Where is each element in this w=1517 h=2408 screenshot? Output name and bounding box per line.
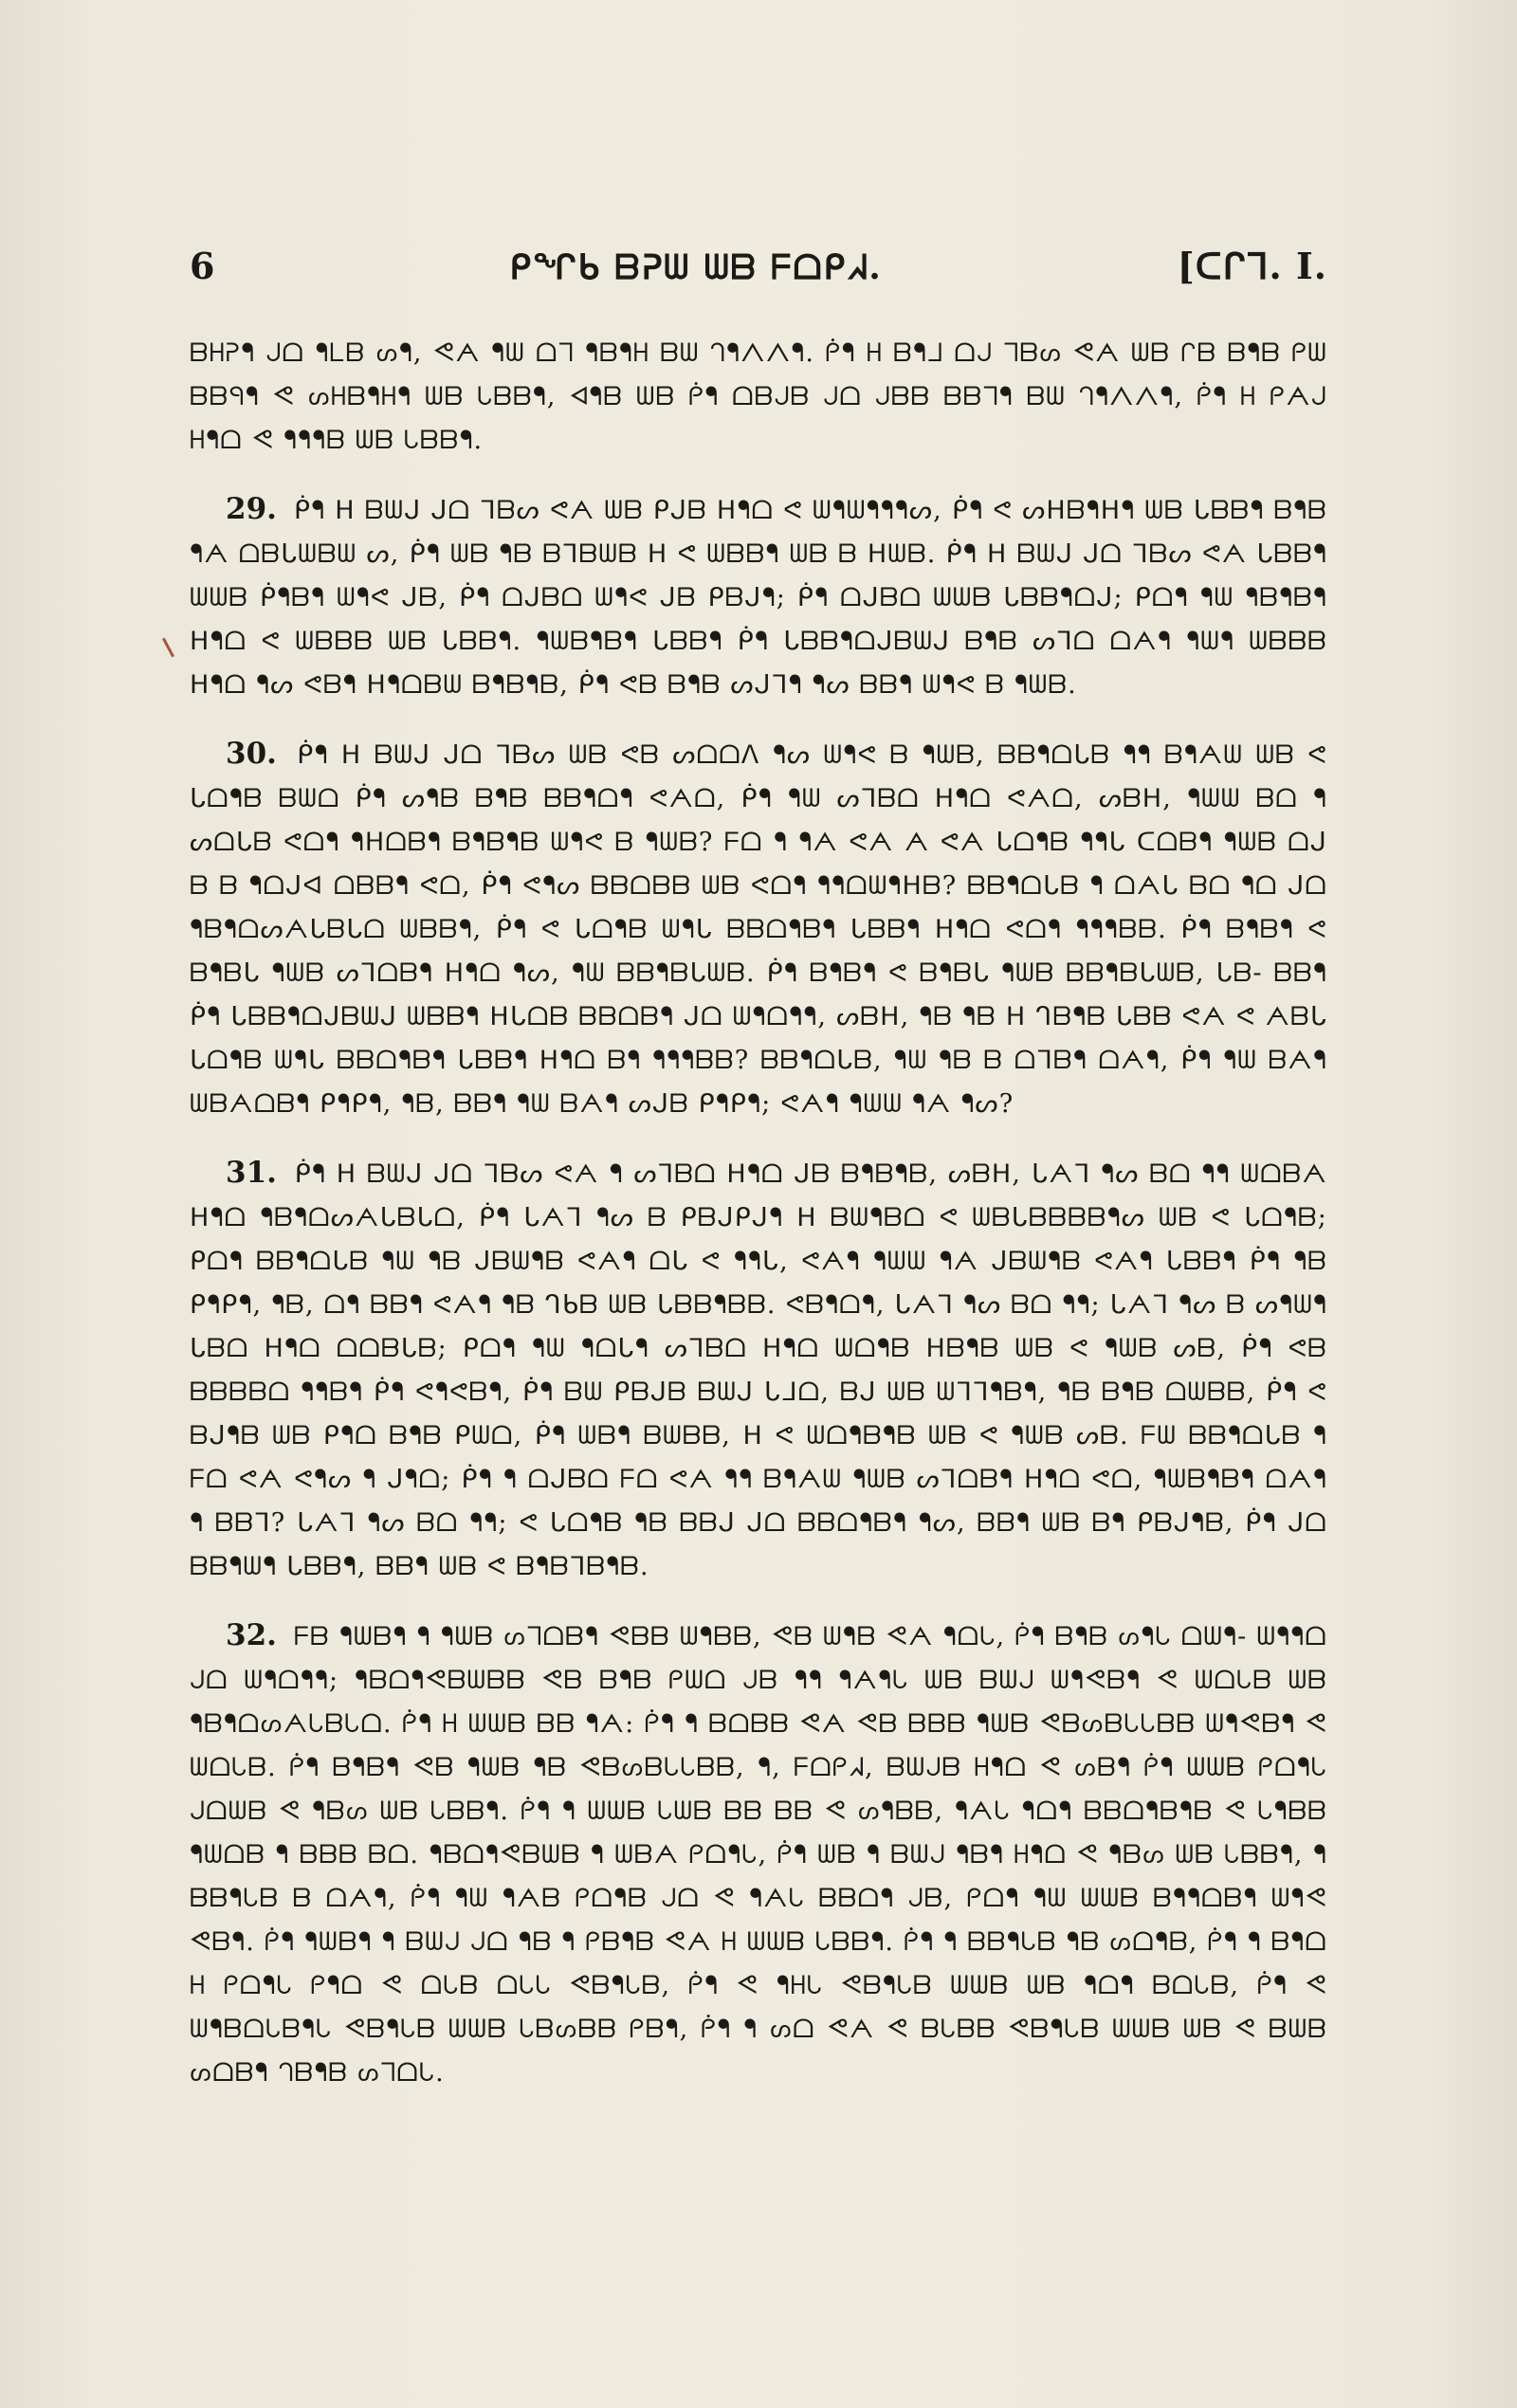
paragraph-text: ᑮᖳ ᕼ ᗷᗯᒍ ᒍᗝ ᒣᗷᔕ ᕙᗅ ᗯᗷ ᑭᒍᗷ ᕼᖳᗝ ᕙ ᗯᖳᗯᖳᖳᖳᔕ, ᑮᖳ ᕙ ᔕᕼᗷᖳᕼᖳ ᗯᗷ ᒐᗷᗷᖳ ᗷᖳᗷ ᖳᗅ ᗝᗷᒐᗯᗷᗯ ᔕ, ᑮᖳ ᗯᗷ ᖳᗷ ᗷᒣᗷᗯᗷ ᕼ ᕙ ᗯᗷᗷᖳ ᗯᗷ ᗷ ᕼᗯᗷ. ᑮᖳ ᕼ ᗷᗯᒍ ᒍᗝ ᒣᗷᔕ ᕙᗅ ᒐᗷᗷᖳ ᗯᗯᗷ ᑮᖳᗷᖳ ᗯᖳᕙ ᒍᗷ, ᑮᖳ ᗝᒍᗷᗝ ᗯᖳᕙ ᒍᗷ ᑭᗷᒍᖳ; ᑮᖳ ᗝᒍᗷᗝ ᗯᗯᗷ ᒐᗷᗷᖳᗝᒍ; ᑭᗝᖳ ᖳᗯ ᖳᗷᖳᗷᖳ ᕼᖳᗝ ᕙ ᗯᗷᗷᗷ ᗯᗷ ᒐᗷᗷᖳ. ᖳᗯᗷᖳᗷᖳ ᒐᗷᗷᖳ ᑮᖳ ᒐᗷᗷᖳᗝᒍᗷᗯᒍ ᗷᖳᗷ ᔕᒣᗝ ᗝᗅᖳ ᖳᗯᖳ ᗯᗷᗷᗷ ᕼᖳᗝ ᖳᔕ ᕙᗷᖳ ᕼᖳᗝᗷᗯ ᗷᖳᗷᖳᗷ, ᑮᖳ ᕙᗷ ᗷᖳᗷ ᔕᒍᒣᖳ ᖳᔕ ᗷᗷᖳ ᗯᖳᕙ ᗷ ᖳᗯᗷ. bbox=[190, 496, 1327, 700]
verse-number: 32. bbox=[226, 1618, 277, 1652]
verse-paragraph bbox=[190, 1151, 1327, 1589]
page-number: 6 bbox=[190, 245, 215, 287]
verse-paragraph bbox=[190, 732, 1327, 1126]
paragraph-continued bbox=[190, 332, 1327, 463]
chapter-reference: [ᑕᒋᒣ. I. bbox=[1177, 245, 1327, 287]
paragraph-text: ᖴᗷ ᖳᗯᗷᖳ ᖳ ᖳᗯᗷ ᔕᒣᗝᗷᖳ ᕙᗷᗷ ᗯᖳᗷᗷ, ᕙᗷ ᗯᖳᗷ ᕙᗅ ᖳᗝᒐ, ᑮᖳ ᗷᖳᗷ ᔕᖳᒐ ᗝᗯᖳ- ᗯᖳᖳᗝ ᒍᗝ ᗯᖳᗝᖳᖳ; ᖳᗷᗝᖳᕙᗷᗯᗷᗷ ᕙᗷ ᗷᖳᗷ ᑭᗯᗝ ᒍᗷ ᖳᖳ ᖳᗅᖳᒐ ᗯᗷ ᗷᗯᒍ ᗯᖳᕙᗷᖳ ᕙ ᗯᗝᒐᗷ ᗯᗷ ᖳᗷᖳᗝᔕᗅᒐᗷᒐᗝ. ᑮᖳ ᕼ ᗯᗯᗷ ᗷᗷ ᖳᗅ: ᑮᖳ ᖳ ᗷᗝᗷᗷ ᕙᗅ ᕙᗷ ᗷᗷᗷ ᖳᗯᗷ ᕙᗷᔕᗷᒐᒐᗷᗷ ᗯᖳᕙᗷᖳ ᕙ ᗯᗝᒐᗷ. ᑮᖳ ᗷᖳᗷᖳ ᕙᗷ ᖳᗯᗷ ᖳᗷ ᕙᗷᔕᗷᒐᒐᗷᗷ, ᖳ, ᖴᗝᑭᖽ, ᗷᗯᒍᗷ ᕼᖳᗝ ᕙ ᔕᗷᖳ ᑮᖳ ᗯᗯᗷ ᑭᗝᖳᒐ ᒍᗝᗯᗷ ᕙ ᖳᗷᔕ ᗯᗷ ᒐᗷᗷᖳ. ᑮᖳ ᖳ ᗯᗯᗷ ᒐᗯᗷ ᗷᗷ ᗷᗷ ᕙ ᔕᖳᗷᗷ, ᖳᗅᒐ ᖳᗝᖳ ᗷᗷᗝᖳᗷᖳᗷ ᕙ ᒐᖳᗷᗷ ᖳᗯᗝᗷ ᖳ ᗷᗷᗷ ᗷᗝ. ᖳᗷᗝᖳᕙᗷᗯᗷ ᖳ ᗯᗷᗅ ᑭᗝᖳᒐ, ᑮᖳ ᗯᗷ ᖳ ᗷᗯᒍ ᖳᗷᖳ ᕼᖳᗝ ᕙ ᖳᗷᔕ ᗯᗷ ᒐᗷᗷᖳ, ᖳ ᗷᗷᖳᒐᗷ ᗷ ᗝᗅᖳ, ᑮᖳ ᖳᗯ ᖳᗅᗷ ᑭᗝᖳᗷ ᒍᗝ ᕙ ᖳᗅᒐ ᗷᗷᗝᖳ ᒍᗷ, ᑭᗝᖳ ᖳᗯ ᗯᗯᗷ ᗷᖳᖳᗝᗷᖳ ᗯᖳᕙ ᕙᗷᖳ. ᑮᖳ ᖳᗯᗷᖳ ᖳ ᗷᗯᒍ ᒍᗝ ᖳᗷ ᖳ ᑭᗷᖳᗷ ᕙᗅ ᕼ ᗯᗯᗷ ᒐᗷᗷᖳ. ᑮᖳ ᖳ ᗷᗷᖳᒐᗷ ᖳᗷ ᔕᗝᖳᗷ, ᑮᖳ ᖳ ᗷᖳᗝ ᕼ ᑭᗝᖳᒐ ᑭᖳᗝ ᕙ ᗝᒐᗷ ᗝᒐᒐ ᕙᗷᖳᒐᗷ, ᑮᖳ ᕙ ᖳᕼᒐ ᕙᗷᖳᒐᗷ ᗯᗯᗷ ᗯᗷ ᖳᗝᖳ ᗷᗝᒐᗷ, ᑮᖳ ᕙ ᗯᖳᗷᗝᒐᗷᖳᒐ ᕙᗷᖳᒐᗷ ᗯᗯᗷ ᒐᗷᔕᗷᗷ ᑭᗷᖳ, ᑮᖳ ᖳ ᔕᗝ ᕙᗅ ᕙ ᗷᒐᗷᗷ ᕙᗷᖳᒐᗷ ᗯᗯᗷ ᗯᗷ ᕙ ᗷᗯᗷ ᔕᗝᗷᖳ ᒉᗷᖳᗷ ᔕᒣᗝᒐ. bbox=[190, 1622, 1327, 2088]
paragraph-text: ᑮᖳ ᕼ ᗷᗯᒍ ᒍᗝ ᒣᗷᔕ ᕙᗅ ᖳ ᔕᒣᗷᗝ ᕼᖳᗝ ᒍᗷ ᗷᖳᗷᖳᗷ, ᔕᗷᕼ, ᒐᗅᒣ ᖳᔕ ᗷᗝ ᖳᖳ ᗯᗝᗷᗅ ᕼᖳᗝ ᖳᗷᖳᗝᔕᗅᒐᗷᒐᗝ, ᑮᖳ ᒐᗅᒣ ᖳᔕ ᗷ ᑭᗷᒍᑭᒍᖳ ᕼ ᗷᗯᖳᗷᗝ ᕙ ᗯᗷᒐᗷᗷᗷᗷᖳᔕ ᗯᗷ ᕙ ᒐᗝᖳᗷ; ᑭᗝᖳ ᗷᗷᖳᗝᒐᗷ ᖳᗯ ᖳᗷ ᒍᗷᗯᖳᗷ ᕙᗅᖳ ᗝᒐ ᕙ ᖳᖳᒐ, ᕙᗅᖳ ᖳᗯᗯ ᖳᗅ ᒍᗷᗯᖳᗷ ᕙᗅᖳ ᒐᗷᗷᖳ ᑮᖳ ᖳᗷ ᑭᖳᑭᖳ, ᖳᗷ, ᗝᖳ ᗷᗷᖳ ᕙᗅᖳ ᖳᗷ ᒉᑲᗷ ᗯᗷ ᒐᗷᗷᖳᗷᗷ. ᕙᗷᖳᗝᖳ, ᒐᗅᒣ ᖳᔕ ᗷᗝ ᖳᖳ; ᒐᗅᒣ ᖳᔕ ᗷ ᔕᖳᗯᖳ ᒐᗷᗝ ᕼᖳᗝ ᗝᗝᗷᒐᗷ; ᑭᗝᖳ ᖳᗯ ᖳᗝᒐᖳ ᔕᒣᗷᗝ ᕼᖳᗝ ᗯᗝᖳᗷ ᕼᗷᖳᗷ ᗯᗷ ᕙ ᖳᗯᗷ ᔕᗷ, ᑮᖳ ᕙᗷ ᗷᗷᗷᗷᗝ ᖳᖳᗷᖳ ᑮᖳ ᕙᖳᕙᗷᖳ, ᑮᖳ ᗷᗯ ᑭᗷᒍᗷ ᗷᗯᒍ ᒐᒧᗝ, ᗷᒍ ᗯᗷ ᗯᒣᒣᖳᗷᖳ, ᖳᗷ ᗷᖳᗷ ᗝᗯᗷᗷ, ᑮᖳ ᕙ ᗷᒍᖳᗷ ᗯᗷ ᑭᖳᗝ ᗷᖳᗷ ᑭᗯᗝ, ᑮᖳ ᗯᗷᖳ ᗷᗯᗷᗷ, ᕼ ᕙ ᗯᗝᖳᗷᖳᗷ ᗯᗷ ᕙ ᖳᗯᗷ ᔕᗷ. ᖴᗯ ᗷᗷᖳᗝᒐᗷ ᖳ ᖴᗝ ᕙᗅ ᕙᖳᔕ ᖳ ᒍᖳᗝ; ᑮᖳ ᖳ ᗝᒍᗷᗝ ᖴᗝ ᕙᗅ ᖳᖳ ᗷᖳᗅᗯ ᖳᗯᗷ ᔕᒣᗝᗷᖳ ᕼᖳᗝ ᕙᗝ, ᖳᗯᗷᖳᗷᖳ ᗝᗅᖳ ᖳ ᗷᗷᒣ? ᒐᗅᒣ ᖳᔕ ᗷᗝ ᖳᖳ; ᕙ ᒐᗝᖳᗷ ᖳᗷ ᗷᗷᒍ ᒍᗝ ᗷᗷᗝᖳᗷᖳ ᖳᔕ, ᗷᗷᖳ ᗯᗷ ᗷᖳ ᑭᗷᒍᖳᗷ, ᑮᖳ ᒍᗝ ᗷᗷᖳᗯᖳ ᒐᗷᗷᖳ, ᗷᗷᖳ ᗯᗷ ᕙ ᗷᖳᗷᒣᗷᖳᗷ. bbox=[190, 1159, 1327, 1581]
verse-paragraph bbox=[190, 487, 1327, 707]
page-body bbox=[190, 332, 1327, 2120]
page-header bbox=[190, 245, 1327, 290]
paragraph-text: ᗷᕼᕈᖳ ᒍᗝ ᖳᒪᗷ ᔕᖳ, ᕙᗅ ᖳᗯ ᗝᒣ ᖳᗷᖳᕼ ᗷᗯ ᒉᖳᐱᐱᖳ. ᑮᖳ ᕼ ᗷᖳᒧ ᗝᒍ ᒣᗷᔕ ᕙᗅ ᗯᗷ ᒋᗷ ᗷᖳᗷ ᑭᗯ ᗷᗷᑫᖳ ᕙ ᔕᕼᗷᖳᕼᖳ ᗯᗷ ᒐᗷᗷᖳ, ᐊᖳᗷ ᗯᗷ ᑮᖳ ᗝᗷᒍᗷ ᒍᗝ ᒍᗷᗷ ᗷᗷᒣᖳ ᗷᗯ ᒉᖳᐱᐱᖳ, ᑮᖳ ᕼ ᑭᗅᒍ ᕼᖳᗝ ᕙ ᖳᖳᖳᗷ ᗯᗷ ᒐᗷᗷᖳ. bbox=[190, 338, 1327, 455]
verse-number: 31. bbox=[226, 1156, 277, 1190]
running-title: ᑭᖏᑲ ᗷᕈᗯ ᗯᗷ ᖴᗝᑭᖽ. bbox=[509, 247, 883, 287]
paragraph-text: ᑮᖳ ᕼ ᗷᗯᒍ ᒍᗝ ᒣᗷᔕ ᗯᗷ ᕙᗷ ᔕᗝᗝᐱ ᖳᔕ ᗯᖳᕙ ᗷ ᖳᗯᗷ, ᗷᗷᖳᗝᒐᗷ ᖳᖳ ᗷᖳᗅᗯ ᗯᗷ ᕙ ᒐᗝᖳᗷ ᗷᗯᗝ ᑮᖳ ᔕᖳᗷ ᗷᖳᗷ ᗷᗷᖳᗝᖳ ᕙᗅᗝ, ᑮᖳ ᖳᗯ ᔕᒣᗷᗝ ᕼᖳᗝ ᕙᗅᗝ, ᔕᗷᕼ, ᖳᗯᗯ ᗷᗝ ᖳ ᔕᗝᒐᗷ ᕙᗝᖳ ᖳᕼᗝᗷᖳ ᗷᖳᗷᖳᗷ ᗯᖳᕙ ᗷ ᖳᗯᗷ? ᖴᗝ ᖳ ᖳᗅ ᕙᗅ ᗅ ᕙᗅ ᒐᗝᖳᗷ ᖳᖳᒐ ᑕᗝᗷᖳ ᖳᗯᗷ ᗝᒍ ᗷ ᗷ ᖳᗝᒍᐊ ᗝᗷᗷᖳ ᕙᗝ, ᑮᖳ ᕙᖳᔕ ᗷᗷᗝᗷᗷ ᗯᗷ ᕙᗝᖳ ᖳᖳᗝᗯᖳᕼᗷ? ᗷᗷᖳᗝᒐᗷ ᖳ ᗝᗅᒐ ᗷᗝ ᖳᗝ ᒍᗝ ᖳᗷᖳᗝᔕᗅᒐᗷᒐᗝ ᗯᗷᗷᖳ, ᑮᖳ ᕙ ᒐᗝᖳᗷ ᗯᖳᒐ ᗷᗷᗝᖳᗷᖳ ᒐᗷᗷᖳ ᕼᖳᗝ ᕙᗝᖳ ᖳᖳᖳᗷᗷ. ᑮᖳ ᗷᖳᗷᖳ ᕙ ᗷᖳᗷᒐ ᖳᗯᗷ ᔕᒣᗝᗷᖳ ᕼᖳᗝ ᖳᔕ, ᖳᗯ ᗷᗷᖳᗷᒐᗯᗷ. ᑮᖳ ᗷᖳᗷᖳ ᕙ ᗷᖳᗷᒐ ᖳᗯᗷ ᗷᗷᖳᗷᒐᗯᗷ, ᒐᗷ- ᗷᗷᖳ ᑮᖳ ᒐᗷᗷᖳᗝᒍᗷᗯᒍ ᗯᗷᗷᖳ ᕼᒐᗝᗷ ᗷᗷᗝᗷᖳ ᒍᗝ ᗯᖳᗝᖳᖳ, ᔕᗷᕼ, ᖳᗷ ᖳᗷ ᕼ ᒉᗷᖳᗷ ᒐᗷᗷ ᕙᗅ ᕙ ᗅᗷᒐ ᒐᗝᖳᗷ ᗯᖳᒐ ᗷᗷᗝᖳᗷᖳ ᒐᗷᗷᖳ ᕼᖳᗝ ᗷᖳ ᖳᖳᖳᗷᗷ? ᗷᗷᖳᗝᒐᗷ, ᖳᗯ ᖳᗷ ᗷ ᗝᒣᗷᖳ ᗝᗅᖳ, ᑮᖳ ᖳᗯ ᗷᗅᖳ ᗯᗷᗅᗝᗷᖳ ᑭᖳᑭᖳ, ᖳᗷ, ᗷᗷᖳ ᖳᗯ ᗷᗅᖳ ᔕᒍᗷ ᑭᖳᑭᖳ; ᕙᗅᖳ ᖳᗯᗯ ᖳᗅ ᖳᔕ? bbox=[190, 740, 1327, 1119]
pencil-mark bbox=[162, 638, 174, 658]
verse-number: 30. bbox=[226, 737, 277, 771]
verse-number: 29. bbox=[226, 492, 277, 526]
verse-paragraph bbox=[190, 1614, 1327, 2095]
